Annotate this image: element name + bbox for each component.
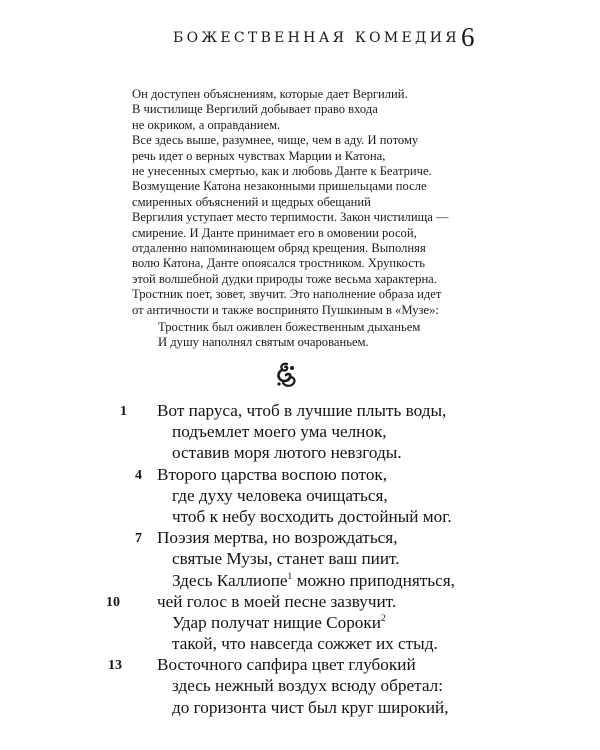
verse-line [100, 591, 500, 612]
commentary-line: речь идет о верных чувствах Марции и Катона, [132, 148, 386, 163]
commentary-line: Возмущение Катона незаконными пришельцами после [132, 179, 427, 194]
commentary-line: отдаленно напоминающем обряд крещения. Выполняя [132, 241, 426, 256]
verse-text-with-footnote [172, 612, 386, 633]
commentary-line: смирение. И Данте принимает его в омовении росой, [132, 225, 417, 240]
commentary-line: этой волшебной дудки природы тоже весьма характерна. [132, 271, 437, 286]
verse-line [100, 464, 500, 485]
verse-text: Поэзия мертва, но возрождаться, [157, 528, 398, 548]
commentary-line: смиренных объяснений и щедрых обещаний [132, 194, 371, 209]
commentary-line: волю Катона, Данте опоясался тростником. Хрупкость [132, 256, 426, 271]
verse-line [100, 697, 500, 718]
verse-line [100, 633, 500, 654]
verse-line [100, 485, 500, 506]
commentary-line: не окриком, а оправданием. [132, 117, 281, 132]
verse-line [100, 421, 500, 442]
commentary-line: Он доступен объяснениям, которые дает Вергилий. [132, 87, 408, 101]
verse-text: до горизонта чист был круг широкий, [172, 697, 449, 717]
commentary-paragraph [132, 87, 472, 318]
verse-line [100, 506, 500, 527]
verse-text: оставив моря лютого невзгоды. [172, 443, 402, 463]
verse-line [100, 675, 500, 696]
verse-line [100, 527, 500, 548]
verse-text: чей голос в моей песне зазвучит. [157, 591, 397, 611]
quote-line: И душу наполнял святым очарованьем. [158, 335, 369, 350]
commentary-line: не унесенных смертью, как и любовь Данте к Беатриче. [132, 164, 432, 179]
footnote-marker: 1 [287, 571, 293, 582]
pushkin-quote [158, 320, 420, 351]
verse-text: здесь нежный воздух всюду обретал: [172, 676, 443, 696]
verse-line [100, 548, 500, 569]
verse-text: такой, что навсегда сожжет их стыд. [172, 634, 438, 654]
quote-line: Тростник был оживлен божественным дыханьем [158, 320, 421, 334]
verse-text: где духу человека очищаться, [172, 485, 388, 505]
verse-line [100, 570, 500, 591]
verse-text: Здесь Каллиопе [172, 570, 288, 590]
verse-text: Вот паруса, чтоб в лучшие плыть воды, [157, 401, 447, 420]
commentary-line: Все здесь выше, разумнее, чище, чем в аду. И потому [132, 133, 419, 148]
commentary-line: В чистилище Вергилий добывает право входа [132, 102, 378, 117]
line-number: 1 [120, 404, 127, 419]
verse-line [100, 400, 500, 421]
footnote-marker: 2 [380, 613, 386, 624]
verse-line [100, 612, 500, 633]
line-number: 10 [106, 594, 120, 610]
fleuron-icon [274, 362, 298, 388]
page-number: 6 [461, 22, 475, 52]
verse-text: святые Музы, станет ваш пиит. [172, 549, 400, 569]
line-number: 13 [108, 658, 122, 674]
verse-text: чтоб к небу восходить достойный мог. [172, 506, 452, 526]
page-header [0, 22, 600, 62]
line-number: 4 [135, 467, 142, 483]
verse-text: Восточного сапфира цвет глубокий [157, 655, 416, 675]
verse-text: Второго царства воспою поток, [157, 464, 388, 484]
running-title: БОЖЕСТВЕННАЯ КОМЕДИЯ [173, 30, 460, 46]
verse-line [100, 442, 500, 463]
commentary-line: Тростник поет, зовет, звучит. Это наполнение образа идет [132, 287, 442, 302]
verse-text: можно приподняться, [292, 570, 455, 590]
verse-text: Удар получат нищие Сороки [172, 612, 381, 632]
verse-text-with-footnote [172, 570, 455, 591]
verse-text: подъемлет моего ума челнок, [172, 422, 387, 442]
commentary-line: от античности и также воспринято Пушкиным в «Музе»: [132, 302, 439, 317]
poem-canto [100, 400, 500, 718]
verse-line [100, 654, 500, 675]
commentary-line: Вергилия уступает место терпимости. Закон чистилища — [132, 210, 449, 225]
line-number: 7 [135, 531, 142, 547]
